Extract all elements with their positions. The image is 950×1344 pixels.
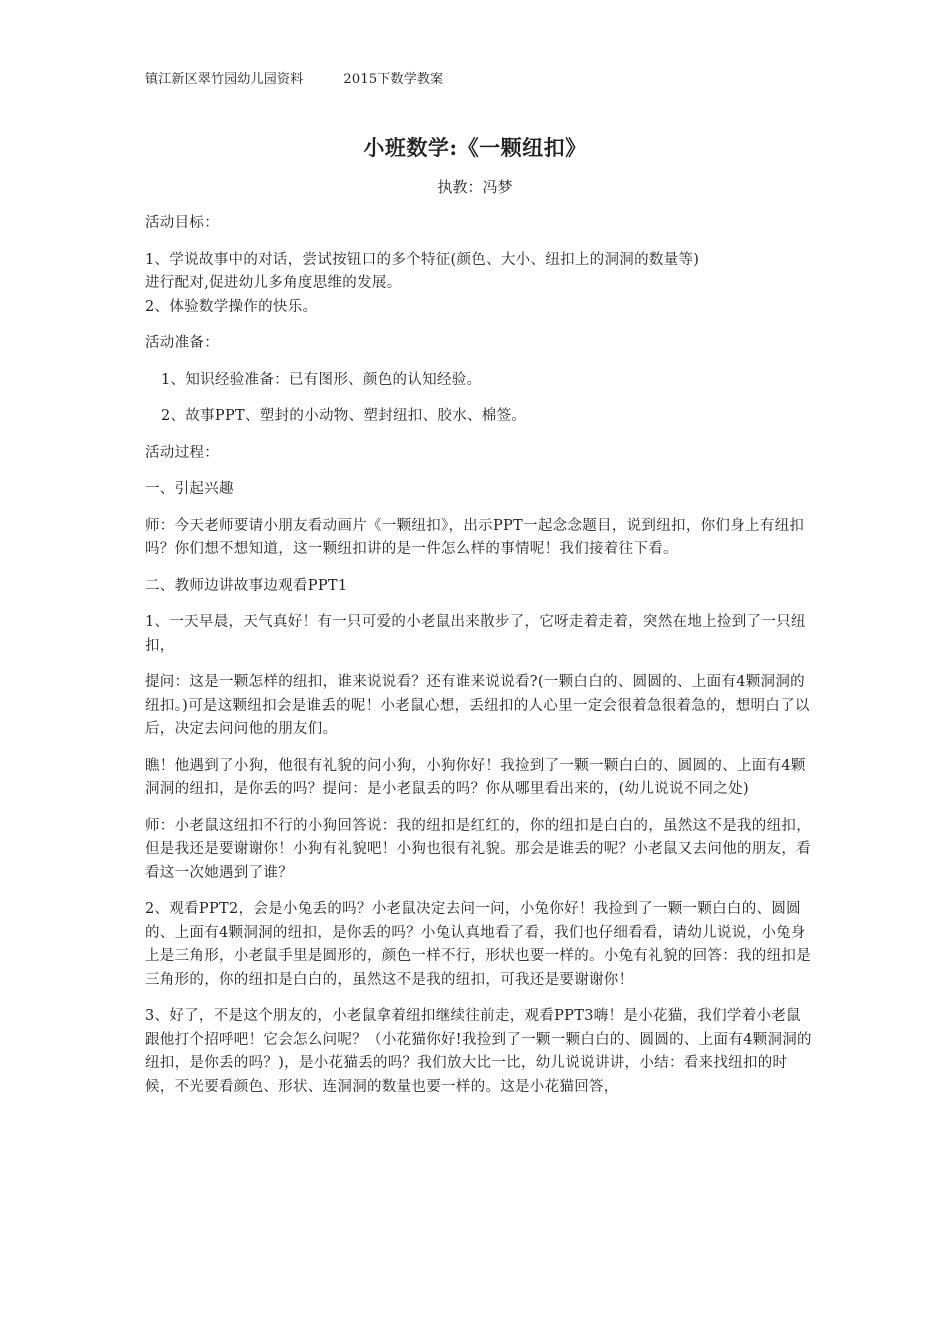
- paragraph-2: 提问：这是一颗怎样的纽扣，谁来说说看？还有谁来说说看?(一颗白白的、圆圆的、上面有4颗洞洞的纽扣。)可是这颗纽扣会是谁丢的呢！小老鼠心想，丢纽扣的人心里一定会很着急很着急的，想明白了以后，决定去问问他的朋友们。: [145, 674, 810, 737]
- prep-heading: 活动准备：: [145, 335, 219, 351]
- paragraph-intro: 师：今天老师要请小朋友看动画片《一颗纽扣》，出示PPT一起念念题目，说到纽扣，你们身上有纽扣吗？你们想不想知道，这一颗纽扣讲的是一件怎么样的事情呢！我们接着往下看。: [145, 517, 805, 557]
- document-body: [145, 212, 813, 1112]
- paragraph-6: 3、好了，不是这个朋友的，小老鼠拿着纽扣继续往前走，观看PPT3嗨！是小花猫，我们学着小老鼠跟他打个招呼吧！它会怎么问呢？（小花猫你好!我捡到了一颗一颗白白的、圆圆的、上面有4颗洞洞的纽扣，是你丢的吗？)，是小花猫丢的吗？我们放大比一比，幼儿说说讲讲，小结：看来找纽扣的时候，不光要看颜色、形状、连洞洞的数量也要一样的。这是小花猫回答，: [145, 1008, 812, 1095]
- paragraph-1: 1、一天早晨，天气真好！有一只可爱的小老鼠出来散步了，它呀走着走着，突然在地上捡到了一只纽扣，: [145, 614, 806, 654]
- course-name: 2015下数学教案: [343, 72, 444, 87]
- goal-item-1: 1、学说故事中的对话，尝试按钮口的多个特征(颜色、大小、纽扣上的洞洞的数量等): [145, 251, 700, 268]
- teacher-line: 执教：冯梦: [437, 178, 513, 196]
- lesson-title: 小班数学:《一颗纽扣》: [363, 135, 587, 160]
- step-one-heading: 一、引起兴趣: [145, 481, 234, 497]
- process-heading: 活动过程：: [145, 444, 219, 461]
- page-header: [145, 68, 443, 87]
- paragraph-5: 2、观看PPT2，会是小兔丢的吗？小老鼠决定去问一问，小兔你好！我捡到了一颗一颗白白的、圆圆的、上面有4颗洞洞的纽扣，是你丢的吗？小兔认真地看了看，我们也仔细看看，请幼儿说说，小兔身上是三角形，小老鼠手里是圆形的，颜色一样不行，形状也要一样的。小兔有礼貌的回答：我的纽扣是三角形的，你的纽扣是白白的，虽然这不是我的纽扣，可我还是要谢谢你！: [145, 901, 811, 988]
- prep-item-2: 2、故事PPT、塑封的小动物、塑封纽扣、胶水、棉签。: [161, 408, 527, 424]
- goals-heading: 活动目标：: [145, 215, 219, 231]
- paragraph-3: 瞧！他遇到了小狗，他很有礼貌的问小狗，小狗你好！我捡到了一颗一颗白白的、圆圆的、上面有4颗洞洞的纽扣，是你丢的吗？提问：是小老鼠丢的吗？你从哪里看出来的，(幼儿说说不同之处): [145, 757, 806, 797]
- goal-item-2: 2、体验数学操作的快乐。: [145, 298, 318, 315]
- school-name: 镇江新区翠竹园幼儿园资料: [145, 72, 304, 87]
- prep-item-1: 1、知识经验准备：已有图形、颜色的认知经验。: [161, 371, 482, 388]
- step-two-heading: 二、教师边讲故事边观看PPT1: [145, 577, 348, 594]
- goal-item-1-continued: 进行配对,促进幼儿多角度思维的发展。: [145, 275, 402, 291]
- paragraph-4: 师：小老鼠这纽扣不行的小狗回答说：我的纽扣是红红的，你的纽扣是白白的，虽然这不是我的纽扣，但是我还是要谢谢你！小狗有礼貌吧！小狗也很有礼貌。那会是谁丢的呢？小老鼠又去问他的朋友，看看这一次她遇到了谁？: [145, 817, 811, 881]
